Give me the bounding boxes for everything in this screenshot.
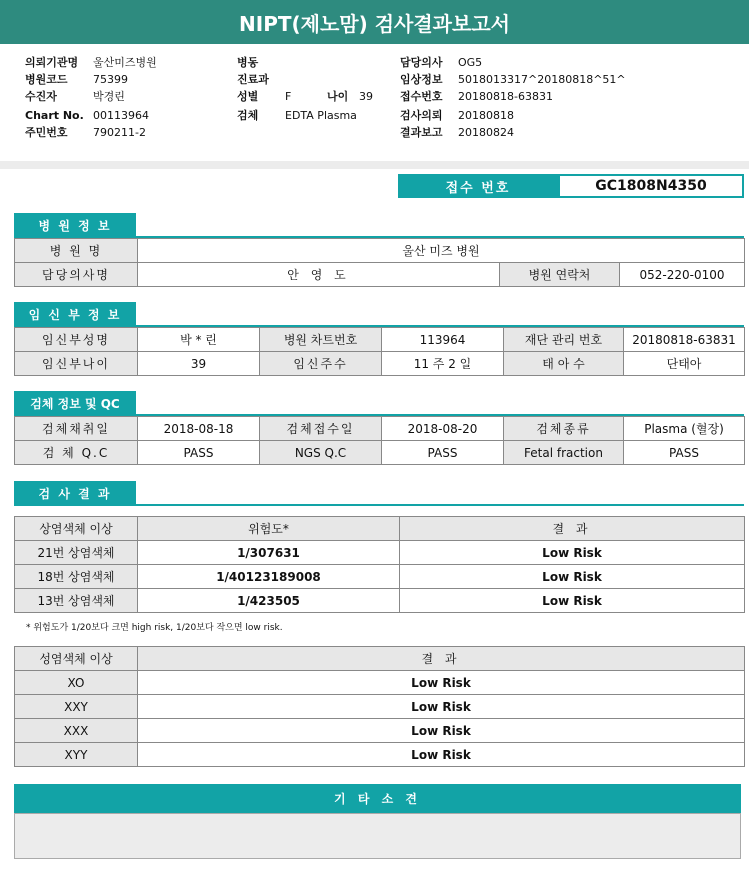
info-value: OG5 [458, 56, 483, 69]
table-cell-label: XO [15, 671, 138, 695]
pregnant-table [14, 327, 745, 376]
pregnant-section-title: 임 신 부 정 보 [14, 302, 136, 326]
info-label: 병동 [237, 56, 259, 69]
specimen-section-title: 검체 정보 및 QC [14, 391, 136, 415]
table-row [15, 719, 745, 743]
specimen-table [14, 416, 745, 465]
table-row [15, 671, 745, 695]
table-cell-label: 검체채취일 [15, 417, 138, 441]
info-value: 울산미즈병원 [93, 56, 157, 69]
column-header: 결 과 [400, 517, 745, 541]
info-value: 00113964 [93, 109, 149, 122]
info-value: 75399 [93, 73, 128, 86]
other-findings-body [14, 813, 741, 859]
table-cell: PASS [624, 441, 745, 465]
risk-value: 1/307631 [138, 541, 400, 565]
other-findings-title: 기 타 소 견 [14, 784, 741, 813]
info-label: 진료과 [237, 73, 269, 86]
table-cell: PASS [138, 441, 260, 465]
column-header: 성염색체 이상 [15, 647, 138, 671]
table-cell: 052-220-0100 [620, 263, 745, 287]
result-value: Low Risk [400, 565, 745, 589]
table-row [15, 565, 745, 589]
table-row [15, 441, 745, 465]
column-header: 결 과 [138, 647, 745, 671]
table-cell-label: 18번 상염색체 [15, 565, 138, 589]
table-header-row [15, 647, 745, 671]
table-cell-label: 임신부나이 [15, 352, 138, 376]
table-cell-label: NGS Q.C [260, 441, 382, 465]
info-label: 의뢰기관명 [25, 56, 79, 69]
info-label: 임상정보 [400, 73, 443, 86]
table-cell: 2018-08-18 [138, 417, 260, 441]
info-label: 결과보고 [400, 126, 443, 139]
table-cell: 11 주 2 일 [382, 352, 504, 376]
table-row [15, 263, 745, 287]
receipt-label: 접수 번호 [398, 174, 558, 198]
table-cell: 113964 [382, 328, 504, 352]
info-label: 담당의사 [400, 56, 443, 69]
info-value: 5018013317^20180818^51^ [458, 73, 626, 86]
section-line [14, 504, 744, 506]
table-cell-label: 병원 연락처 [500, 263, 620, 287]
table-cell-label: 13번 상염색체 [15, 589, 138, 613]
section-divider [0, 161, 749, 169]
table-row [15, 541, 745, 565]
table-cell: Plasma (혈장) [624, 417, 745, 441]
receipt-number: GC1808N4350 [558, 174, 744, 198]
table-row [15, 589, 745, 613]
info-value: 박경린 [93, 90, 125, 103]
result-value: Low Risk [400, 589, 745, 613]
info-value: 39 [359, 90, 373, 103]
hospital-section-title: 병 원 정 보 [14, 213, 136, 237]
info-label: 나이 [327, 90, 349, 103]
info-value: EDTA Plasma [285, 109, 357, 122]
table-cell-label: 검체종류 [504, 417, 624, 441]
hospital-table [14, 238, 745, 287]
table-cell-label: 검 체 Q.C [15, 441, 138, 465]
table-cell-label: 병 원 명 [15, 239, 138, 263]
info-value: F [285, 90, 292, 103]
table-cell-label: Fetal fraction [504, 441, 624, 465]
table-cell: 안 영 도 [138, 263, 500, 287]
table-cell: PASS [382, 441, 504, 465]
table-row [15, 695, 745, 719]
table-cell: 2018-08-20 [382, 417, 504, 441]
info-label: 병원코드 [25, 73, 68, 86]
table-row [15, 239, 745, 263]
report-title: NIPT(제노맘) 검사결과보고서 [0, 0, 749, 44]
table-cell-label: 태 아 수 [504, 352, 624, 376]
table-cell-label: 담당의사명 [15, 263, 138, 287]
info-value: 790211-2 [93, 126, 146, 139]
risk-value: 1/423505 [138, 589, 400, 613]
result-value: Low Risk [400, 541, 745, 565]
info-label: 접수번호 [400, 90, 443, 103]
info-label: Chart No. [25, 109, 84, 122]
table-cell-label: 임신주수 [260, 352, 382, 376]
column-header: 위험도* [138, 517, 400, 541]
table-header-row [15, 517, 745, 541]
info-label: 주민번호 [25, 126, 68, 139]
table-cell: 박 * 린 [138, 328, 260, 352]
table-cell-label: 21번 상염색체 [15, 541, 138, 565]
autosome-table [14, 516, 745, 613]
table-cell-label: 검체접수일 [260, 417, 382, 441]
info-label: 검사의뢰 [400, 109, 443, 122]
table-cell-label: XXX [15, 719, 138, 743]
result-value: Low Risk [138, 743, 745, 767]
result-value: Low Risk [138, 719, 745, 743]
info-label: 검체 [237, 109, 259, 122]
table-row [15, 352, 745, 376]
info-value: 20180824 [458, 126, 514, 139]
info-value: 20180818 [458, 109, 514, 122]
table-cell: 39 [138, 352, 260, 376]
table-row [15, 417, 745, 441]
risk-value: 1/40123189008 [138, 565, 400, 589]
info-value: 20180818-63831 [458, 90, 553, 103]
table-cell: 단태아 [624, 352, 745, 376]
table-row [15, 743, 745, 767]
risk-footnote: * 위험도가 1/20보다 크면 high risk, 1/20보다 작으면 low risk. [26, 623, 283, 633]
result-value: Low Risk [138, 695, 745, 719]
table-row [15, 328, 745, 352]
column-header: 상염색체 이상 [15, 517, 138, 541]
table-cell: 20180818-63831 [624, 328, 745, 352]
results-section-title: 검 사 결 과 [14, 481, 136, 505]
info-col1 [25, 56, 157, 140]
info-label: 수진자 [25, 90, 57, 103]
result-value: Low Risk [138, 671, 745, 695]
table-cell-label: 재단 관리 번호 [504, 328, 624, 352]
info-label: 성별 [237, 90, 259, 103]
table-cell-label: 병원 차트번호 [260, 328, 382, 352]
table-cell-label: XYY [15, 743, 138, 767]
sex-chromosome-table [14, 646, 745, 767]
info-col3 [400, 56, 626, 140]
info-col2 [237, 56, 373, 123]
table-cell-label: XXY [15, 695, 138, 719]
table-cell: 울산 미즈 병원 [138, 239, 745, 263]
table-cell-label: 임신부성명 [15, 328, 138, 352]
